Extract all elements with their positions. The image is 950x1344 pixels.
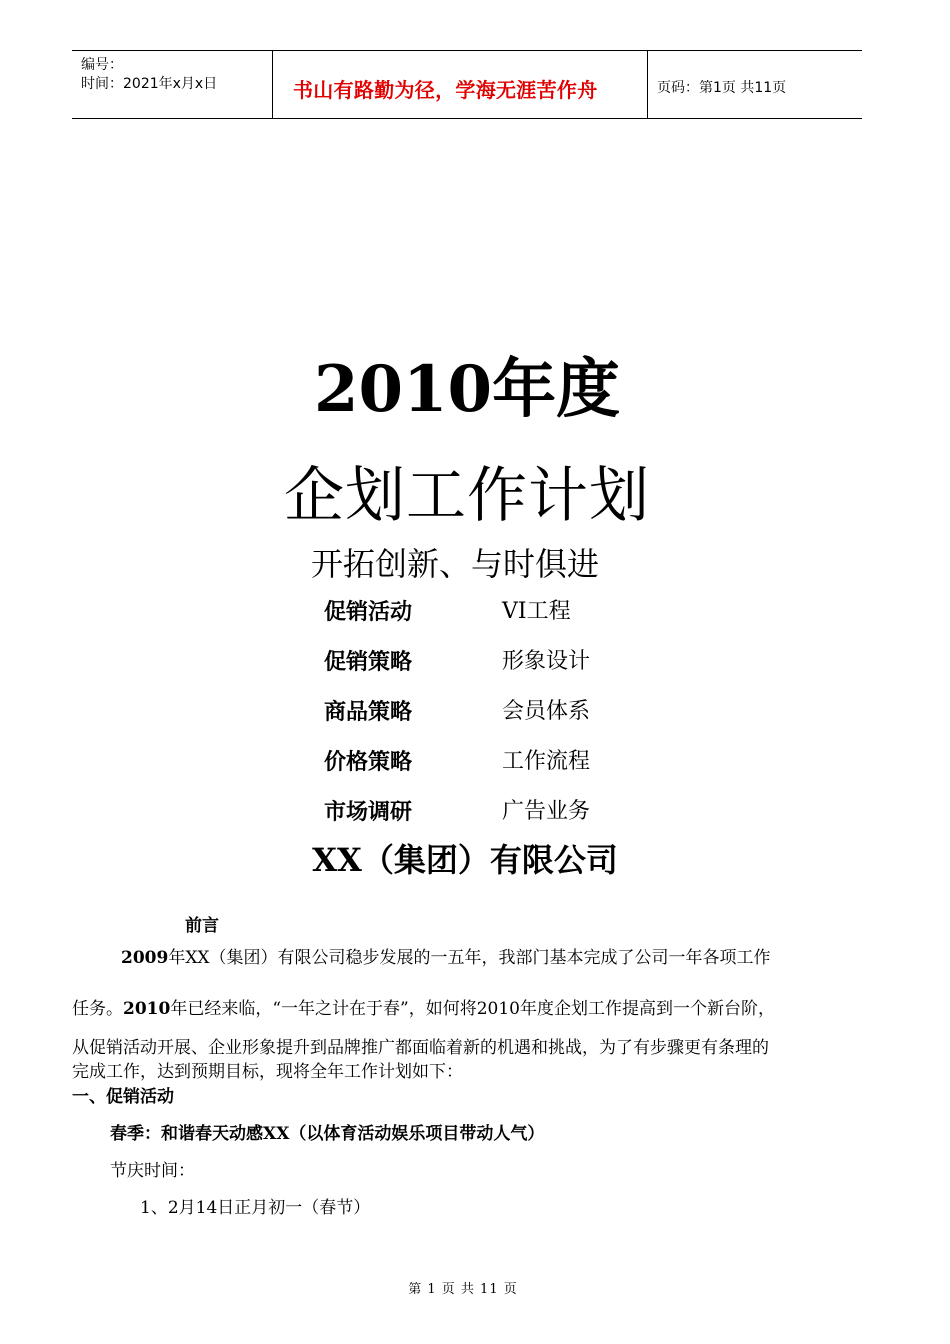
header-motto: 书山有路勤为径，学海无涯苦作舟 xyxy=(293,78,598,102)
page-footer: 第 1 页 共 11 页 xyxy=(408,1282,518,1297)
company-name: XX（集团）有限公司 xyxy=(312,841,618,879)
page-subtitle: 开拓创新、与时俱进 xyxy=(310,545,599,583)
topic-right-1: VI工程 xyxy=(502,599,571,624)
topic-left-3: 商品策略 xyxy=(324,699,413,725)
document-number-label: 编号： xyxy=(81,57,123,73)
page-header xyxy=(72,50,862,119)
festival-time-label: 节庆时间： xyxy=(110,1161,195,1181)
topic-left-1: 促销活动 xyxy=(324,599,413,625)
header-meta-cell xyxy=(72,51,272,118)
topic-right-2: 形象设计 xyxy=(502,649,591,674)
topic-right-4: 工作流程 xyxy=(502,749,591,774)
paragraph-1-text: 年XX（集团）有限公司稳步发展的一五年，我部门基本完成了公司一年各项工作 xyxy=(168,948,771,968)
page-title: 企划工作计划 xyxy=(284,461,650,531)
paragraph-1 xyxy=(121,946,771,970)
header-page-cell xyxy=(647,51,862,118)
topic-right-3: 会员体系 xyxy=(502,699,591,724)
topic-left-4: 价格策略 xyxy=(324,749,413,775)
paragraph-2-text: 年已经来临，“一年之计在于春”，如何将2010年度企划工作提高到一个新台阶， xyxy=(170,999,775,1019)
document-time-label: 时间：2021年x月x日 xyxy=(81,76,218,92)
topic-right-5: 广告业务 xyxy=(502,799,591,824)
festival-item-1: 1、2月14日正月初一（春节） xyxy=(140,1198,371,1218)
preface-heading: 前言 xyxy=(185,916,219,936)
header-motto-cell xyxy=(272,51,648,118)
paragraph-2-start: 任务。 xyxy=(72,999,123,1019)
paragraph-4: 完成工作，达到预期目标，现将全年工作计划如下： xyxy=(72,1062,463,1082)
topic-left-2: 促销策略 xyxy=(324,649,413,675)
paragraph-1-year: 2009 xyxy=(121,948,169,968)
title-year: 2010年度 xyxy=(313,352,621,427)
paragraph-2 xyxy=(72,997,775,1021)
topic-left-5: 市场调研 xyxy=(324,799,413,825)
spring-heading: 春季：和谐春天动感XX（以体育活动娱乐项目带动人气） xyxy=(110,1124,545,1144)
paragraph-3: 从促销活动开展、企业形象提升到品牌推广都面临着新的机遇和挑战，为了有步骤更有条理的 xyxy=(72,1038,769,1058)
paragraph-2-year: 2010 xyxy=(123,999,171,1019)
header-page-number: 页码：第1页 共11页 xyxy=(657,80,787,96)
section-heading-promotion: 一、促销活动 xyxy=(72,1087,174,1107)
